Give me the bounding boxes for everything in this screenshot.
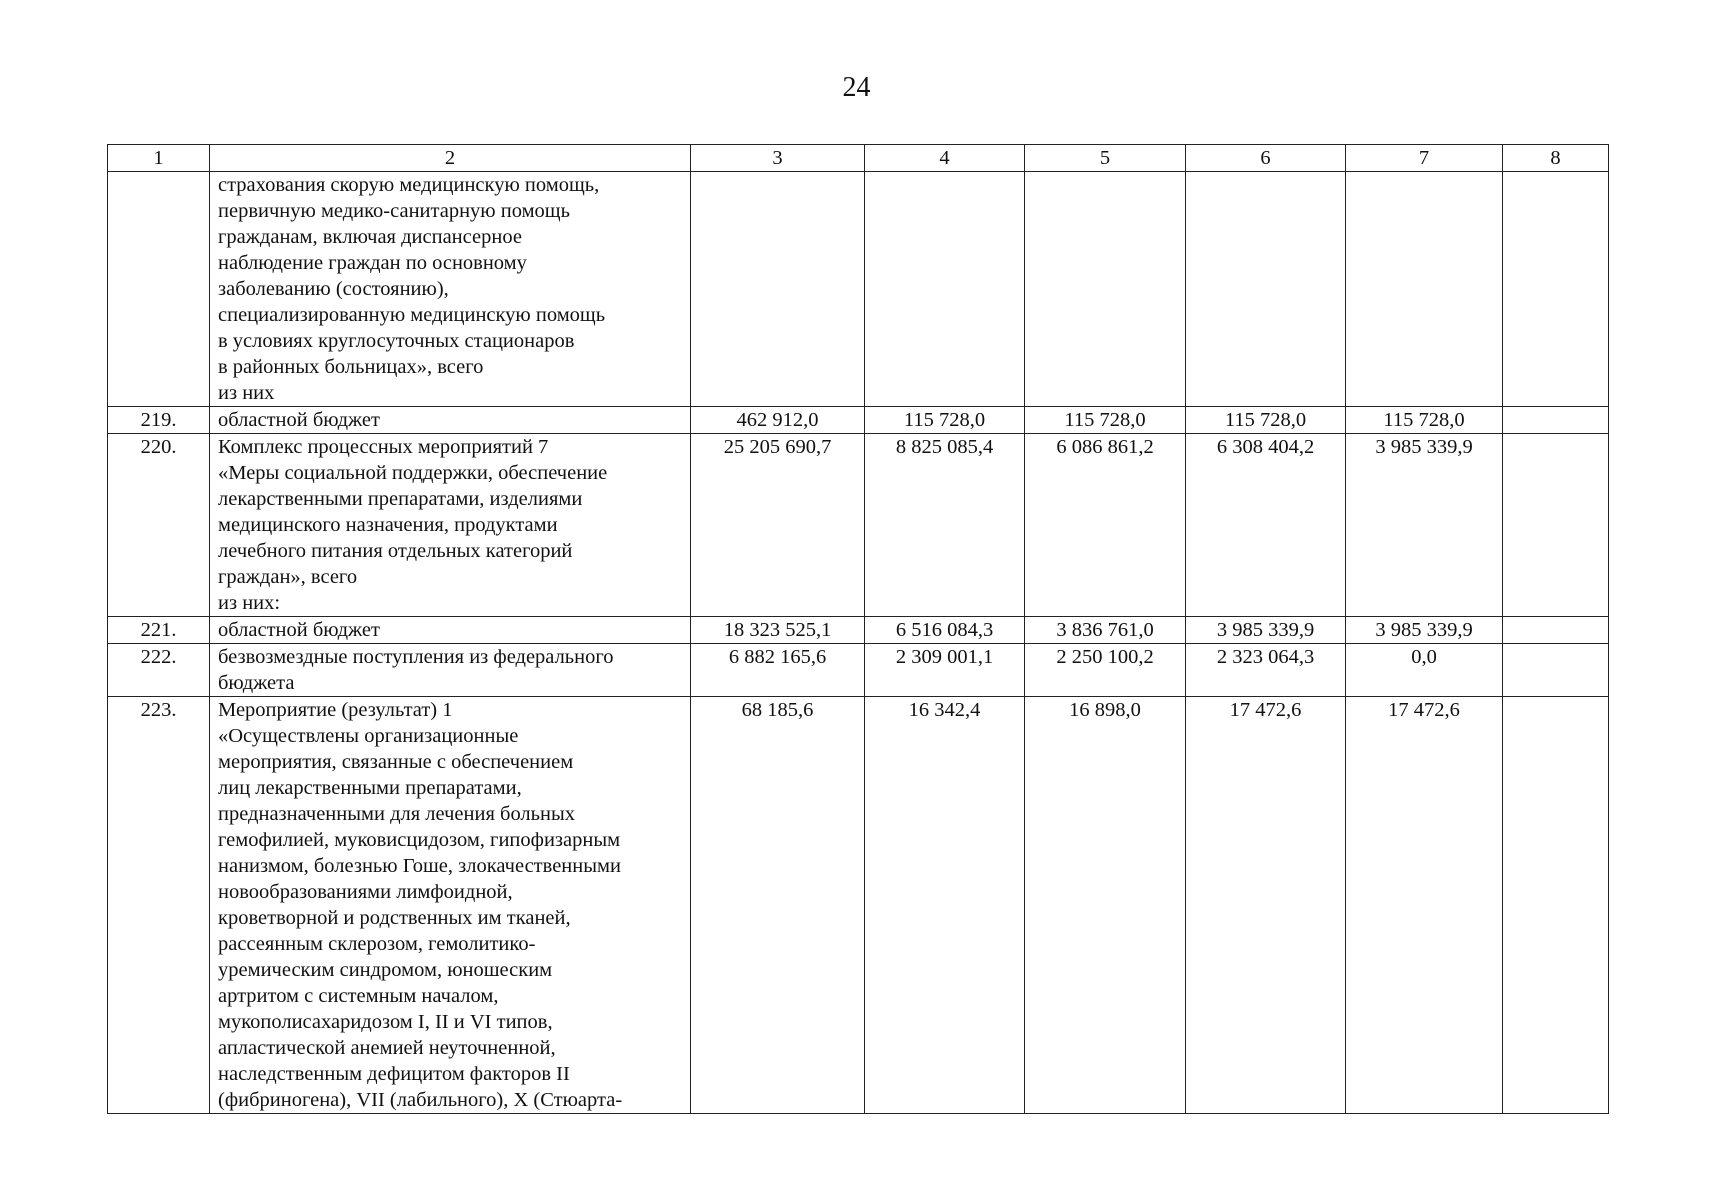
- description-line: артритом с системным началом,: [218, 985, 499, 1007]
- description-line: из них: [218, 382, 275, 404]
- description-line: «Осуществлены организационные: [218, 725, 519, 747]
- column-header: 2: [210, 145, 691, 172]
- table-row: [108, 697, 1609, 1114]
- row-description-cell: [210, 617, 691, 644]
- description-line: (фибриногена), VII (лабильного), X (Стюарта-: [218, 1089, 623, 1111]
- description-line: новообразованиями лимфоидной,: [218, 881, 513, 903]
- value-cell-col-5: 16 898,0: [1025, 697, 1186, 1114]
- description-line: страхования скорую медицинскую помощь,: [218, 174, 600, 196]
- row-index-cell: 222.: [108, 644, 210, 697]
- description-line: гражданам, включая диспансерное: [218, 226, 522, 248]
- value-cell-col-8: [1503, 172, 1609, 407]
- row-index-cell: 223.: [108, 697, 210, 1114]
- value-cell-col-6: [1186, 172, 1346, 407]
- value-cell-col-6: 115 728,0: [1186, 407, 1346, 434]
- value-cell-col-8: [1503, 434, 1609, 617]
- description-line: «Меры социальной поддержки, обеспечение: [218, 462, 608, 484]
- value-cell-col-6: 2 323 064,3: [1186, 644, 1346, 697]
- description-line: в условиях круглосуточных стационаров: [218, 330, 575, 352]
- description-line: мероприятия, связанные с обеспечением: [218, 751, 574, 773]
- value-cell-col-3: [691, 172, 865, 407]
- table-row: [108, 644, 1609, 697]
- row-description-cell: [210, 697, 691, 1114]
- value-cell-col-7: 3 985 339,9: [1346, 434, 1503, 617]
- description-line: уремическим синдромом, юношеским: [218, 959, 553, 981]
- value-cell-col-3: 18 323 525,1: [691, 617, 865, 644]
- value-cell-col-3: 25 205 690,7: [691, 434, 865, 617]
- value-cell-col-7: 0,0: [1346, 644, 1503, 697]
- value-cell-col-5: 2 250 100,2: [1025, 644, 1186, 697]
- row-index-cell: 221.: [108, 617, 210, 644]
- description-line: апластической анемией неуточненной,: [218, 1037, 556, 1059]
- value-cell-col-8: [1503, 644, 1609, 697]
- value-cell-col-3: 462 912,0: [691, 407, 865, 434]
- description-line: мукополисахаридозом I, II и VI типов,: [218, 1011, 553, 1033]
- description-line: рассеянным склерозом, гемолитико-: [218, 933, 536, 955]
- value-cell-col-3: 68 185,6: [691, 697, 865, 1114]
- description-line: наблюдение граждан по основному: [218, 252, 527, 274]
- value-cell-col-6: 3 985 339,9: [1186, 617, 1346, 644]
- value-cell-col-4: 115 728,0: [865, 407, 1025, 434]
- description-line: лиц лекарственными препаратами,: [218, 777, 522, 799]
- value-cell-col-4: 6 516 084,3: [865, 617, 1025, 644]
- description-line: из них:: [218, 592, 281, 614]
- description-line: гемофилией, муковисцидозом, гипофизарным: [218, 829, 621, 851]
- value-cell-col-3: 6 882 165,6: [691, 644, 865, 697]
- page-number: 24: [842, 72, 871, 103]
- column-header: 1: [108, 145, 210, 172]
- value-cell-col-5: [1025, 172, 1186, 407]
- column-header: 5: [1025, 145, 1186, 172]
- column-header: 8: [1503, 145, 1609, 172]
- column-header: 4: [865, 145, 1025, 172]
- table-row: [108, 617, 1609, 644]
- description-line: первичную медико-санитарную помощь: [218, 200, 570, 222]
- row-index-cell: 220.: [108, 434, 210, 617]
- value-cell-col-7: 115 728,0: [1346, 407, 1503, 434]
- row-description-cell: [210, 407, 691, 434]
- value-cell-col-4: 16 342,4: [865, 697, 1025, 1114]
- description-line: наследственным дефицитом факторов II: [218, 1063, 570, 1085]
- value-cell-col-6: 17 472,6: [1186, 697, 1346, 1114]
- description-line: лечебного питания отдельных категорий: [218, 540, 573, 562]
- table-header-row: [108, 145, 1609, 172]
- value-cell-col-5: 6 086 861,2: [1025, 434, 1186, 617]
- row-description-cell: [210, 172, 691, 407]
- value-cell-col-7: 3 985 339,9: [1346, 617, 1503, 644]
- value-cell-col-8: [1503, 407, 1609, 434]
- budget-table: [107, 144, 1609, 1114]
- description-line: специализированную медицинскую помощь: [218, 304, 606, 326]
- description-line: предназначенными для лечения больных: [218, 803, 576, 825]
- table-row: [108, 172, 1609, 407]
- table-body: [108, 172, 1609, 1114]
- value-cell-col-7: 17 472,6: [1346, 697, 1503, 1114]
- description-line: безвозмездные поступления из федерального: [218, 646, 614, 668]
- row-index-cell: [108, 172, 210, 407]
- value-cell-col-4: 2 309 001,1: [865, 644, 1025, 697]
- column-header: 3: [691, 145, 865, 172]
- value-cell-col-7: [1346, 172, 1503, 407]
- value-cell-col-4: 8 825 085,4: [865, 434, 1025, 617]
- row-index-cell: 219.: [108, 407, 210, 434]
- description-line: Комплекс процессных мероприятий 7: [218, 436, 549, 458]
- description-line: кроветворной и родственных им тканей,: [218, 907, 571, 929]
- description-line: в районных больницах», всего: [218, 356, 484, 378]
- value-cell-col-8: [1503, 617, 1609, 644]
- table-row: [108, 407, 1609, 434]
- row-description-cell: [210, 434, 691, 617]
- description-line: Мероприятие (результат) 1: [218, 699, 453, 721]
- description-line: медицинского назначения, продуктами: [218, 514, 558, 536]
- description-line: нанизмом, болезнью Гоше, злокачественными: [218, 855, 621, 877]
- value-cell-col-6: 6 308 404,2: [1186, 434, 1346, 617]
- description-line: областной бюджет: [218, 619, 380, 641]
- description-line: областной бюджет: [218, 409, 380, 431]
- value-cell-col-5: 115 728,0: [1025, 407, 1186, 434]
- description-line: заболеванию (состоянию),: [218, 278, 449, 300]
- description-line: бюджета: [218, 672, 295, 694]
- column-header: 7: [1346, 145, 1503, 172]
- table-row: [108, 434, 1609, 617]
- value-cell-col-5: 3 836 761,0: [1025, 617, 1186, 644]
- column-header: 6: [1186, 145, 1346, 172]
- value-cell-col-4: [865, 172, 1025, 407]
- value-cell-col-8: [1503, 697, 1609, 1114]
- row-description-cell: [210, 644, 691, 697]
- description-line: граждан», всего: [218, 566, 358, 588]
- description-line: лекарственными препаратами, изделиями: [218, 488, 583, 510]
